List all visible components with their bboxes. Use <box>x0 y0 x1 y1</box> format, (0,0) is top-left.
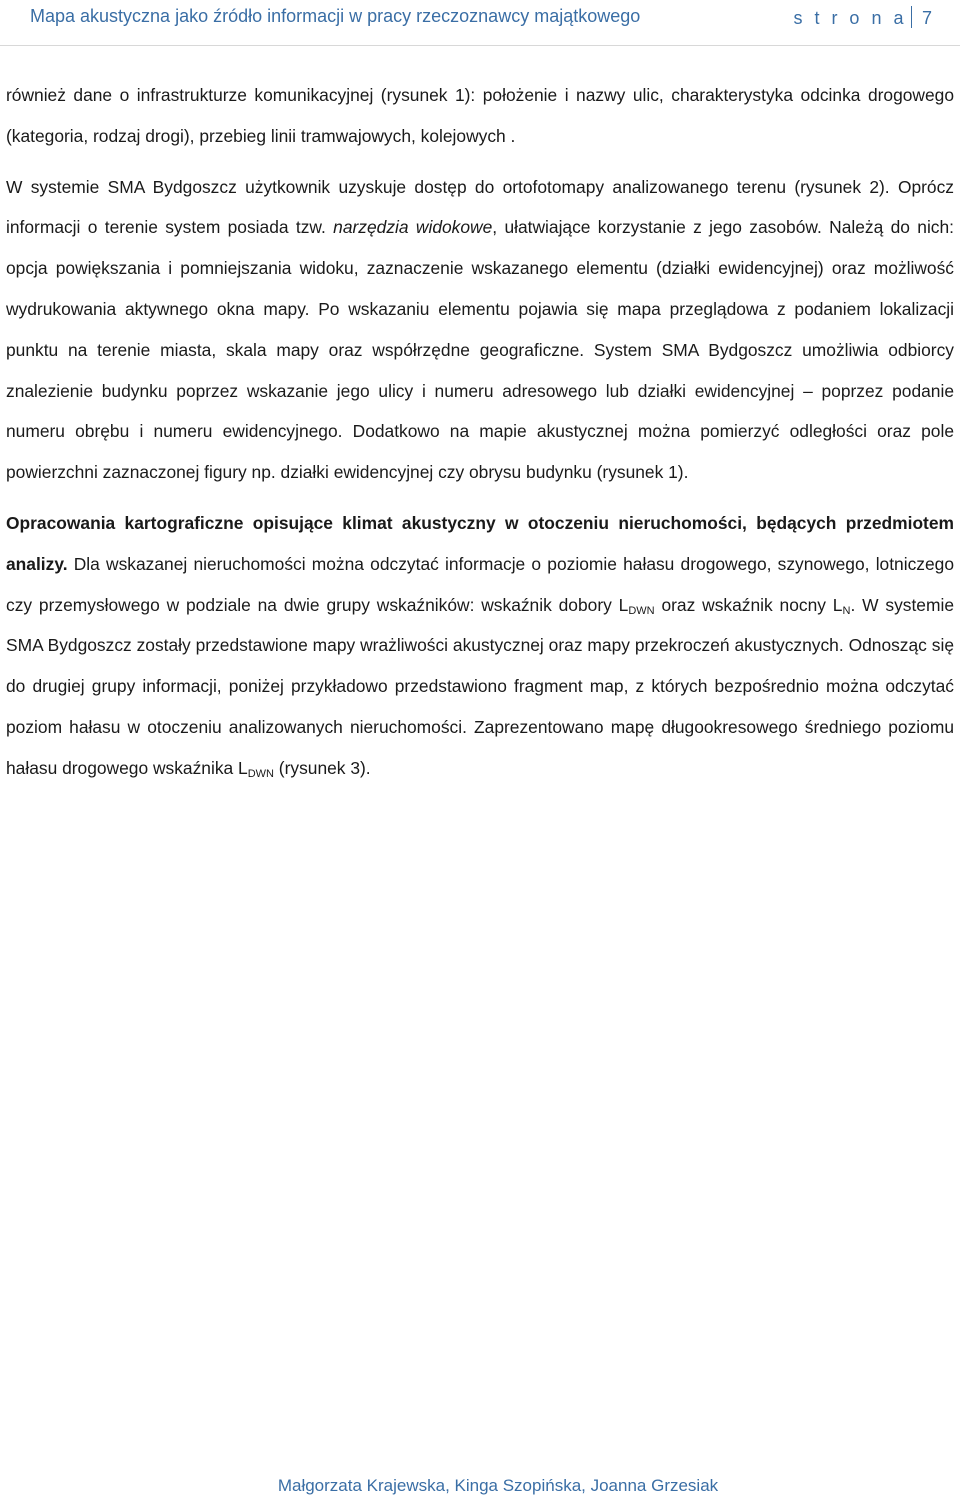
footer-authors: Małgorzata Krajewska, Kinga Szopińska, Joanna Grzesiak <box>277 1476 719 1495</box>
page-number-block <box>793 6 932 29</box>
subscript-dwn: DWN <box>628 604 655 617</box>
paragraph-3-text-d: (rysunek 3). <box>273 757 371 778</box>
paragraph-2-text-a: W systemie SMA Bydgoszcz użytkownik uzyskuje dostęp do ortofotomapy analizowanego terenu (rysunek 2). Oprócz informacji o terenie system posiada tzw. <box>6 176 954 238</box>
header-separator <box>911 6 912 28</box>
header-rule <box>0 45 960 46</box>
page-label: s t r o n a <box>793 8 907 28</box>
paragraph-2-text-b: , ułatwiające korzystanie z jego zasobów. Należą do nich: opcja powiększania i pomniejszania widoku, zaznaczenie wskazanego elementu (działki ewidencyjnej) oraz możliwość wydrukowania aktywnego okna mapy. Po wskazaniu elementu pojawia się mapa przeglądowa z podaniem lokalizacji punktu na terenie miasta, skala mapy oraz współrzędne geograficzne. System SMA Bydgoszcz umożliwia odbiorcy znalezienie budynku poprzez wskazanie jego ulicy i numeru adresowego lub działki ewidencyjnej – poprzez podanie numeru obrębu i numeru ewidencyjnego. Dodatkowo na mapie akustycznej można pomierzyć odległości oraz pole powierzchni zaznaczonej figury np. działki ewidencyjnej czy obrysu budynku (rysunek 1). <box>6 217 955 483</box>
page-footer <box>0 1476 960 1496</box>
subscript-n: N <box>842 604 851 617</box>
paragraph-3-text-a: Dla wskazanej nieruchomości można odczytać informacje o poziomie hałasu drogowego, szynowego, lotniczego czy przemysłowego w podziale na dwie grupy wskaźników: wskaźnik dobory L <box>6 553 954 615</box>
page-header <box>0 0 960 46</box>
paragraph-1: również dane o infrastrukturze komunikacyjnej (rysunek 1): położenie i nazwy ulic, charakterystyka odcinka drogowego (kategoria, rodzaj drogi), przebieg linii tramwajowych, kolejowych . <box>6 85 954 146</box>
subscript-dwn-2: DWN <box>247 767 274 780</box>
body-text <box>6 75 954 789</box>
paragraph-3-text-c: . W systemie SMA Bydgoszcz zostały przedstawione mapy wrażliwości akustycznej oraz mapy przekroczeń akustycznych. Odnosząc się do drugiej grupy informacji, poniżej przykładowo przedstawiono fragment map, z których bezpośrednio można odczytać poziom hałasu w otoczeniu analizowanych nieruchomości. Zaprezentowano mapę długookresowego średniego poziomu hałasu drogowego wskaźnika L <box>6 594 954 778</box>
section-heading: Opracowania kartograficzne opisujące klimat akustyczny w otoczeniu nieruchomości, będących przedmiotem analizy. <box>6 512 954 574</box>
paragraph-3-text-b: oraz wskaźnik nocny L <box>654 594 843 615</box>
paragraph-2-italic: narzędzia widokowe <box>333 217 493 238</box>
paragraph-2 <box>6 167 954 493</box>
page-number: 7 <box>921 8 932 28</box>
running-title: Mapa akustyczna jako źródło informacji w pracy rzeczoznawcy majątkowego <box>30 6 641 26</box>
paragraph-gap <box>6 157 954 167</box>
paragraph-gap <box>6 493 954 503</box>
paragraph-3 <box>6 503 954 789</box>
